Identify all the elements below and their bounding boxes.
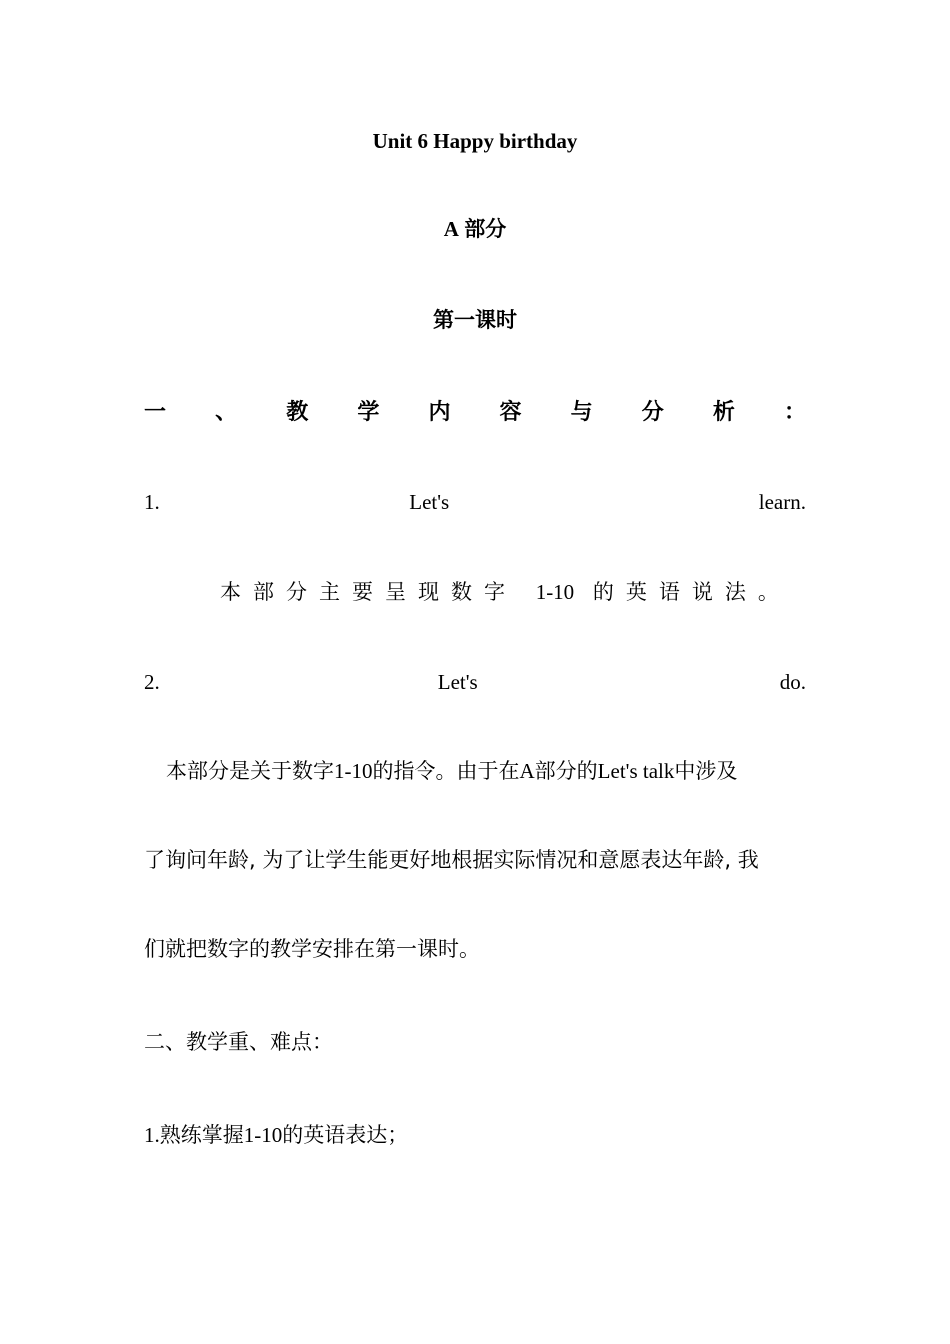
point1-text-b: 1-10 — [243, 1123, 283, 1147]
item1-number: 1. — [144, 490, 160, 514]
desc-fragment: 部分的 — [534, 759, 598, 783]
section2-point1 — [144, 1120, 806, 1150]
section1-heading-char: ： — [783, 400, 806, 425]
item1-word2: learn. — [758, 490, 806, 514]
item1-description — [220, 577, 820, 607]
part-cn: 部分 — [464, 217, 507, 241]
desc-fragment: 1-10 — [334, 759, 373, 783]
section1-heading-char: 学 — [357, 400, 380, 425]
lesson-heading: 第一课时 — [433, 308, 517, 332]
section1-heading-char: 分 — [641, 400, 664, 425]
point1-text-a: 熟练掌握 — [159, 1123, 244, 1147]
item2-description-line1 — [166, 756, 806, 786]
item1-word1: Let's — [409, 490, 450, 514]
section2-heading: 二、教学重、难点： — [144, 1030, 333, 1054]
item2-description-line3: 们就把数字的教学安排在第一课时。 — [144, 937, 480, 961]
item2-number: 2. — [144, 670, 160, 694]
item2-word2: do. — [779, 670, 806, 694]
part-latin: A — [443, 217, 459, 241]
item2-line — [144, 667, 806, 697]
section1-heading — [144, 398, 806, 428]
section1-heading-char: 内 — [428, 400, 451, 425]
section1-heading-char: 与 — [570, 400, 593, 425]
item1-desc-post: 的英语说法。 — [592, 580, 791, 604]
section1-heading-char: 教 — [286, 400, 309, 425]
desc-fragment: 的指令。由于在 — [372, 759, 520, 783]
item2-description-line2: 了询问年龄, 为了让学生能更好地根据实际情况和意愿表达年龄, 我 — [144, 848, 759, 872]
item2-word1: Let's — [437, 670, 478, 694]
document-title: Unit 6 Happy birthday — [372, 129, 578, 153]
point1-text-c: 的英语表达； — [282, 1123, 409, 1147]
item1-line — [144, 487, 806, 517]
section1-heading-char: 一 — [144, 400, 167, 425]
item1-desc-pre: 本部分主要呈现数字 — [220, 580, 517, 604]
desc-fragment: Let's talk — [597, 759, 675, 783]
part-heading — [144, 214, 806, 244]
desc-fragment: 本部分是关于数字 — [166, 759, 334, 783]
section1-heading-char: 析 — [712, 400, 735, 425]
item1-desc-range: 1-10 — [535, 580, 575, 604]
desc-fragment: A — [519, 759, 535, 783]
point1-number: 1. — [144, 1123, 160, 1147]
desc-fragment: 中涉及 — [674, 759, 738, 783]
section1-heading-char: 、 — [215, 400, 238, 425]
section1-heading-char: 容 — [499, 400, 522, 425]
